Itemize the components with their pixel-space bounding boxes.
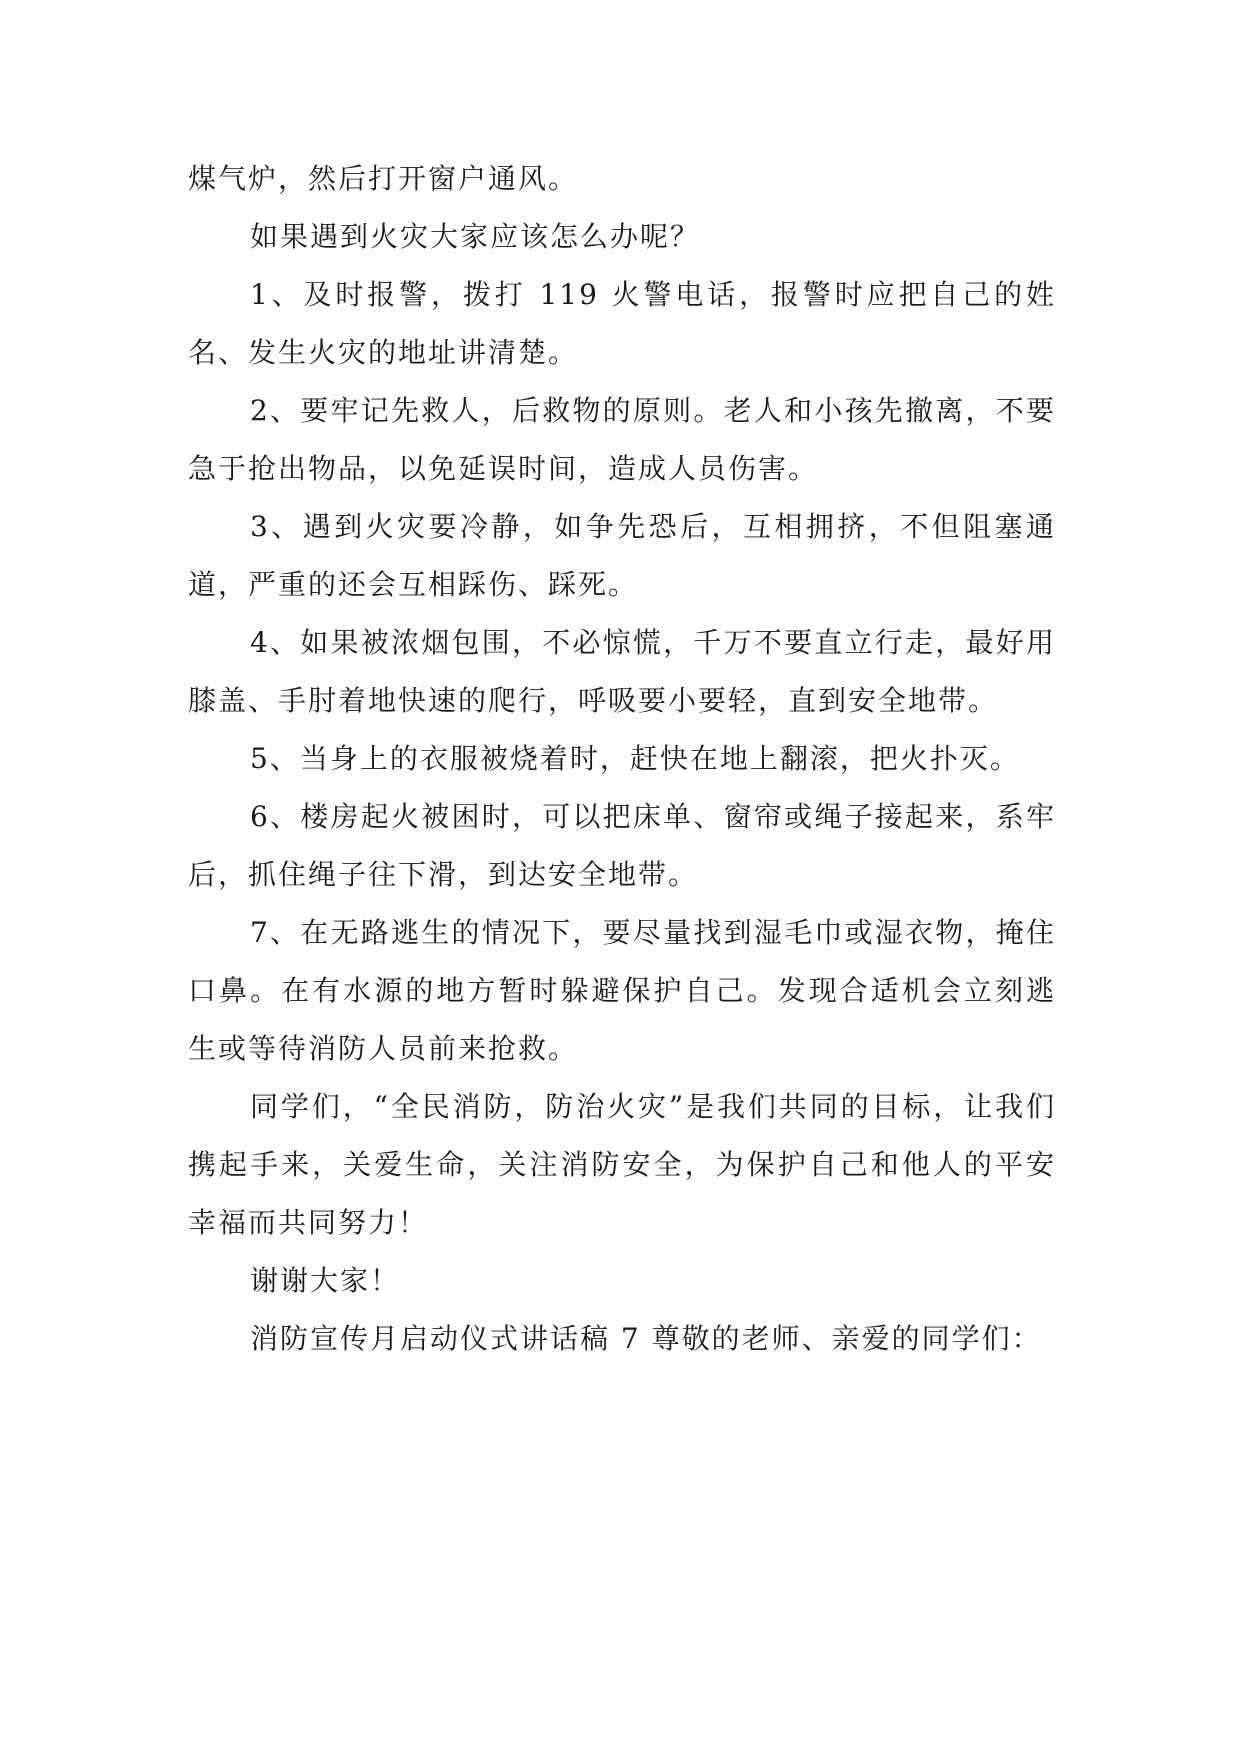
paragraph-next-speech-heading: 消防宣传月启动仪式讲话稿 7 尊敬的老师、亲爱的同学们： bbox=[250, 1322, 1042, 1355]
paragraph-thanks: 谢谢大家！ bbox=[250, 1264, 401, 1297]
paragraph-item-1: 1、及时报警，拨打 119 火警电话，报警时应把自己的姓名、发生火灾的地址讲清楚。 bbox=[188, 278, 1056, 369]
paragraph-appeal: 同学们，“全民消防，防治火灾”是我们共同的目标，让我们携起手来，关爱生命，关注消防安全，为保护自己和他人的平安幸福而共同努力！ bbox=[188, 1090, 1056, 1239]
document-body bbox=[188, 150, 1056, 1368]
paragraph-question: 如果遇到火灾大家应该怎么办呢？ bbox=[250, 220, 701, 253]
paragraph-item-3: 3、遇到火灾要冷静，如争先恐后，互相拥挤，不但阻塞通道，严重的还会互相踩伤、踩死。 bbox=[188, 510, 1056, 601]
paragraph-item-6: 6、楼房起火被困时，可以把床单、窗帘或绳子接起来，系牢后，抓住绳子往下滑，到达安全地带。 bbox=[188, 800, 1056, 891]
paragraph-item-4: 4、如果被浓烟包围，不必惊慌，千万不要直立行走，最好用膝盖、手肘着地快速的爬行，呼吸要小要轻，直到安全地带。 bbox=[188, 626, 1056, 717]
paragraph-continuation: 煤气炉，然后打开窗户通风。 bbox=[188, 162, 579, 195]
paragraph-item-5: 5、当身上的衣服被烧着时，赶快在地上翻滚，把火扑灭。 bbox=[250, 742, 1020, 775]
paragraph-item-7: 7、在无路逃生的情况下，要尽量找到湿毛巾或湿衣物，掩住口鼻。在有水源的地方暂时躲避保护自己。发现合适机会立刻逃生或等待消防人员前来抢救。 bbox=[188, 916, 1056, 1065]
paragraph-item-2: 2、要牢记先救人，后救物的原则。老人和小孩先撤离，不要急于抢出物品，以免延误时间，造成人员伤害。 bbox=[188, 394, 1056, 485]
